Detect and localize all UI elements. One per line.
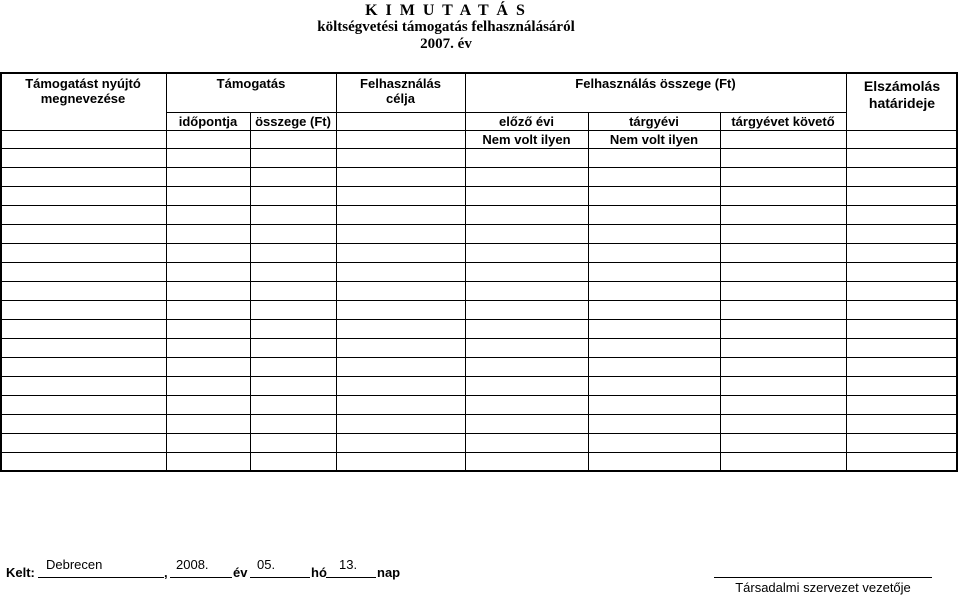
year-suffix: év (233, 565, 248, 580)
table-row (0, 300, 958, 301)
table-row (0, 319, 958, 320)
month-line (250, 577, 310, 578)
header-deadline (846, 78, 958, 112)
year-value: 2008. (176, 557, 209, 572)
column-divider (166, 72, 167, 472)
table-row (0, 130, 958, 131)
day-value: 13. (339, 557, 358, 572)
day-suffix: nap (377, 565, 401, 580)
title-year: 2007. év (420, 36, 472, 52)
table-row (0, 338, 958, 339)
table-row (0, 357, 958, 358)
month-value: 05. (257, 557, 276, 572)
year-line (170, 577, 232, 578)
header-provider-line1: Támogatást nyújtó (25, 76, 141, 91)
header-divider (166, 112, 846, 113)
cell-current-year-row1: Nem volt ilyen (609, 132, 699, 147)
city-value: Debrecen (46, 557, 103, 572)
column-divider (336, 72, 337, 472)
report-table (0, 72, 958, 472)
header-provider-line2: megnevezése (40, 91, 126, 106)
table-row (0, 167, 958, 168)
cell-prev-year-row1: Nem volt ilyen (482, 132, 571, 147)
header-provider (0, 76, 166, 106)
column-divider (588, 112, 589, 472)
column-divider (720, 112, 721, 472)
subheader-date: időpontja (178, 114, 238, 129)
header-deadline-line1: Elszámolás (863, 78, 941, 94)
header-deadline-line2: határideje (868, 95, 936, 111)
day-line (326, 577, 376, 578)
table-row (0, 433, 958, 434)
table-row (0, 186, 958, 187)
table-row (0, 148, 958, 149)
table-row (0, 224, 958, 225)
column-divider (846, 72, 847, 472)
header-support: Támogatás (216, 76, 286, 91)
subheader-current-year: tárgyévi (629, 114, 679, 129)
title-kimutatas: K I M U T A T Á S (365, 2, 527, 19)
table-row (0, 281, 958, 282)
table-row (0, 395, 958, 396)
signature-line (714, 577, 932, 578)
comma-separator: , (164, 565, 168, 580)
table-row (0, 243, 958, 244)
kelt-label: Kelt: (6, 565, 35, 580)
table-row (0, 205, 958, 206)
city-line (38, 577, 164, 578)
table-row (0, 262, 958, 263)
table-row (0, 414, 958, 415)
column-divider (250, 112, 251, 472)
subheader-next-year: tárgyévet követő (731, 114, 835, 129)
header-purpose (336, 76, 465, 106)
month-suffix: hó (311, 565, 327, 580)
document-title (0, 2, 892, 53)
table-row (0, 452, 958, 453)
title-subject: költségvetési támogatás felhasználásáról (317, 19, 575, 35)
subheader-prev-year: előző évi (499, 114, 554, 129)
header-purpose-line2: célja (386, 91, 415, 106)
signature-label: Társadalmi szervezet vezetője (735, 580, 911, 595)
table-row (0, 376, 958, 377)
header-amount-group: Felhasználás összege (Ft) (575, 76, 736, 91)
subheader-amount: összege (Ft) (255, 114, 331, 129)
header-purpose-line1: Felhasználás (360, 76, 441, 91)
